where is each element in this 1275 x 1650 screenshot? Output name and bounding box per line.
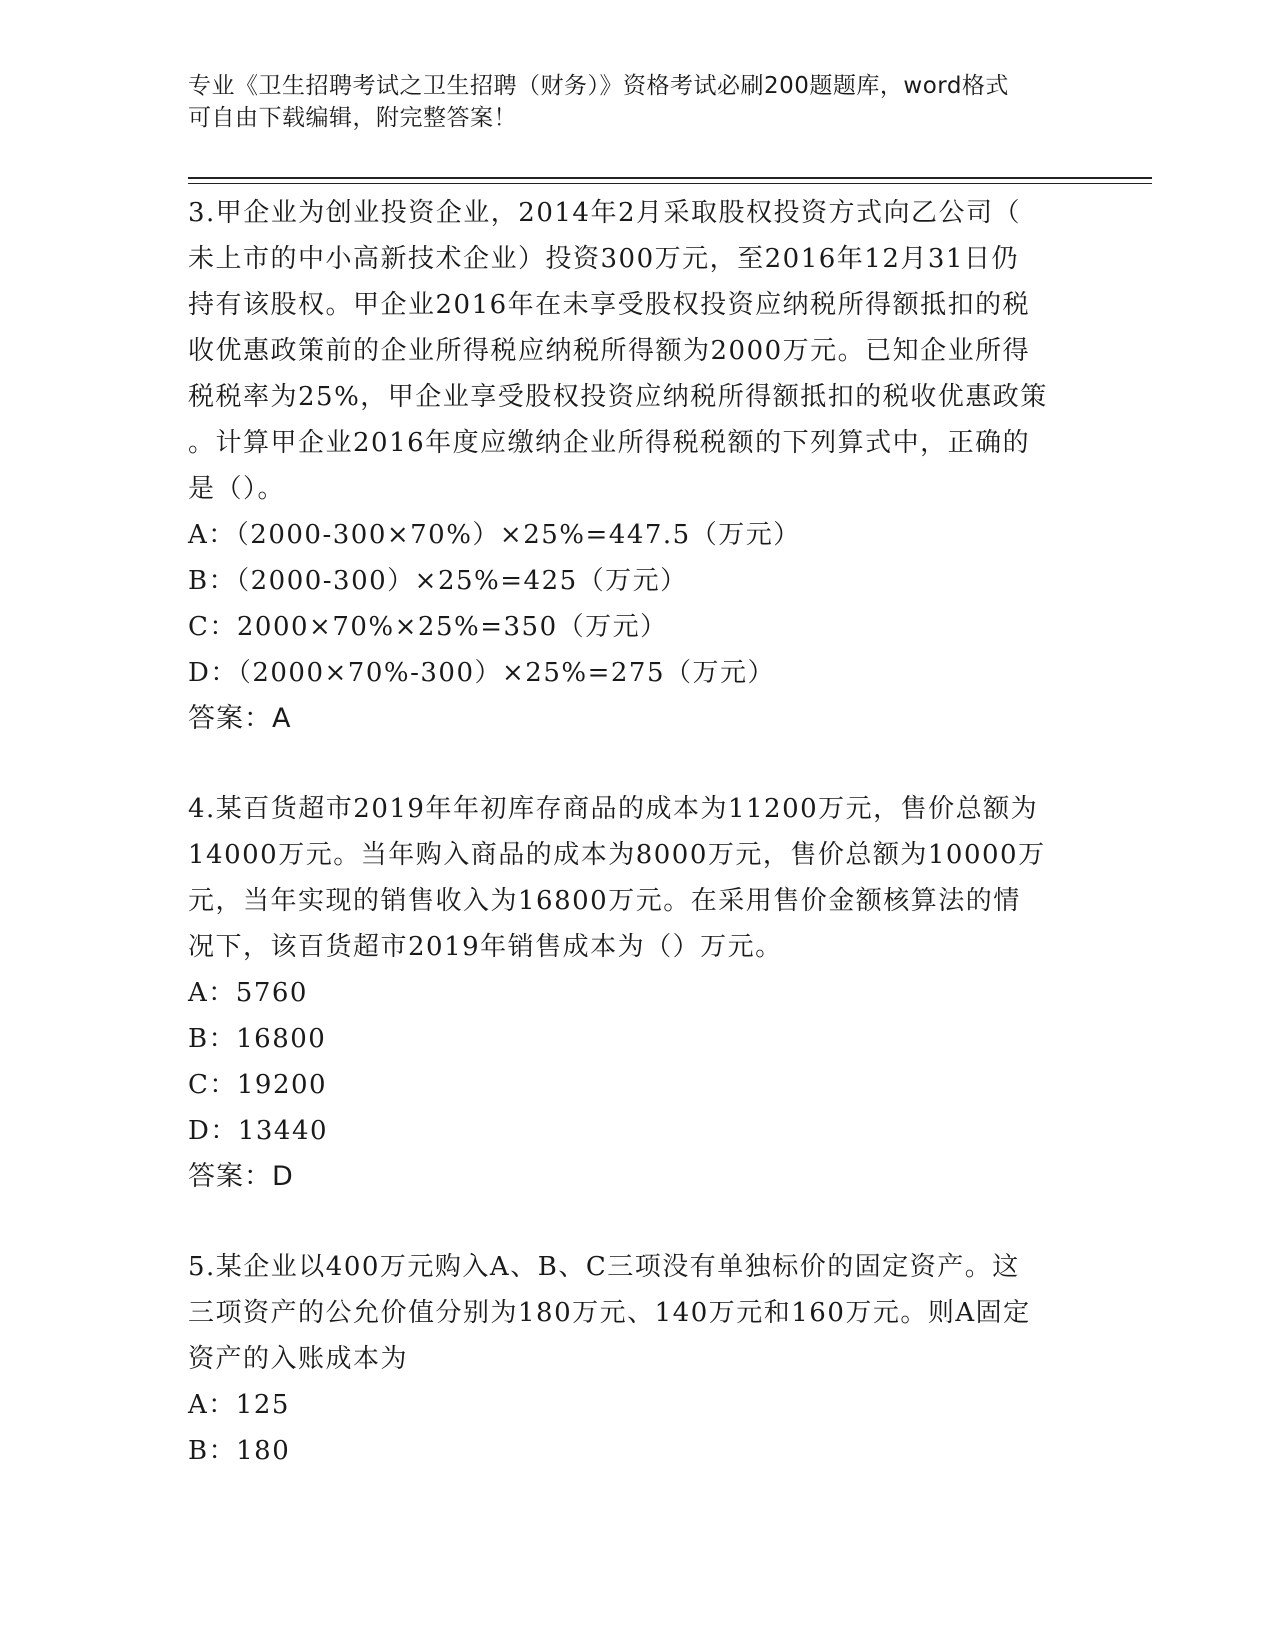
- option-b: B：（2000-300）×25%=425（万元）: [188, 566, 688, 596]
- option-c: C：19200: [188, 1070, 328, 1100]
- document-header: [188, 70, 1068, 134]
- question-stem: 5.某企业以400万元购入A、B、C三项没有单独标价的固定资产。这 三项资产的公允价值分别为180万元、140万元和160万元。则A固定 资产的入账成本为: [188, 1252, 1031, 1374]
- option-b: B：180: [188, 1436, 291, 1466]
- option-a: A：（2000-300×70%）×25%=447.5（万元）: [188, 520, 801, 550]
- question-5: [188, 1244, 1088, 1474]
- option-d: D：（2000×70%-300）×25%=275（万元）: [188, 658, 775, 688]
- answer-line: 答案：A: [188, 703, 292, 734]
- question-3: [188, 190, 1088, 742]
- option-d: D：13440: [188, 1116, 329, 1146]
- option-c: C：2000×70%×25%=350（万元）: [188, 612, 668, 642]
- header-divider-thick: [188, 177, 1152, 179]
- question-stem: 3.甲企业为创业投资企业，2014年2月采取股权投资方式向乙公司（ 未上市的中小高新技术企业）投资300万元，至2016年12月31日仍 持有该股权。甲企业2016年在未享受股权投资应纳税所得额抵扣的税 收优惠政策前的企业所得税应纳税所得额为2000万元。已知企业所得 税税率为25%，甲企业享受股权投资应纳税所得额抵扣的税收优惠政策 。计算甲企业2016年度应缴纳企业所得税税额的下列算式中，正确的 是（）。: [188, 198, 1048, 504]
- question-stem: 4.某百货超市2019年年初库存商品的成本为11200万元，售价总额为 14000万元。当年购入商品的成本为8000万元，售价总额为10000万 元，当年实现的销售收入为16800万元。在采用售价金额核算法的情 况下，该百货超市2019年销售成本为（）万元。: [188, 794, 1046, 962]
- question-4: [188, 786, 1088, 1200]
- answer-line: 答案：D: [188, 1161, 294, 1192]
- option-a: A：125: [188, 1390, 290, 1420]
- question-list: [188, 190, 1088, 1518]
- header-line-2: 可自由下载编辑，附完整答案！: [188, 105, 517, 131]
- header-line-1: 专业《卫生招聘考试之卫生招聘（财务）》资格考试必刷200题题库，word格式: [188, 73, 1009, 99]
- option-b: B：16800: [188, 1024, 327, 1054]
- header-divider-thin: [188, 183, 1152, 184]
- option-a: A：5760: [188, 978, 308, 1008]
